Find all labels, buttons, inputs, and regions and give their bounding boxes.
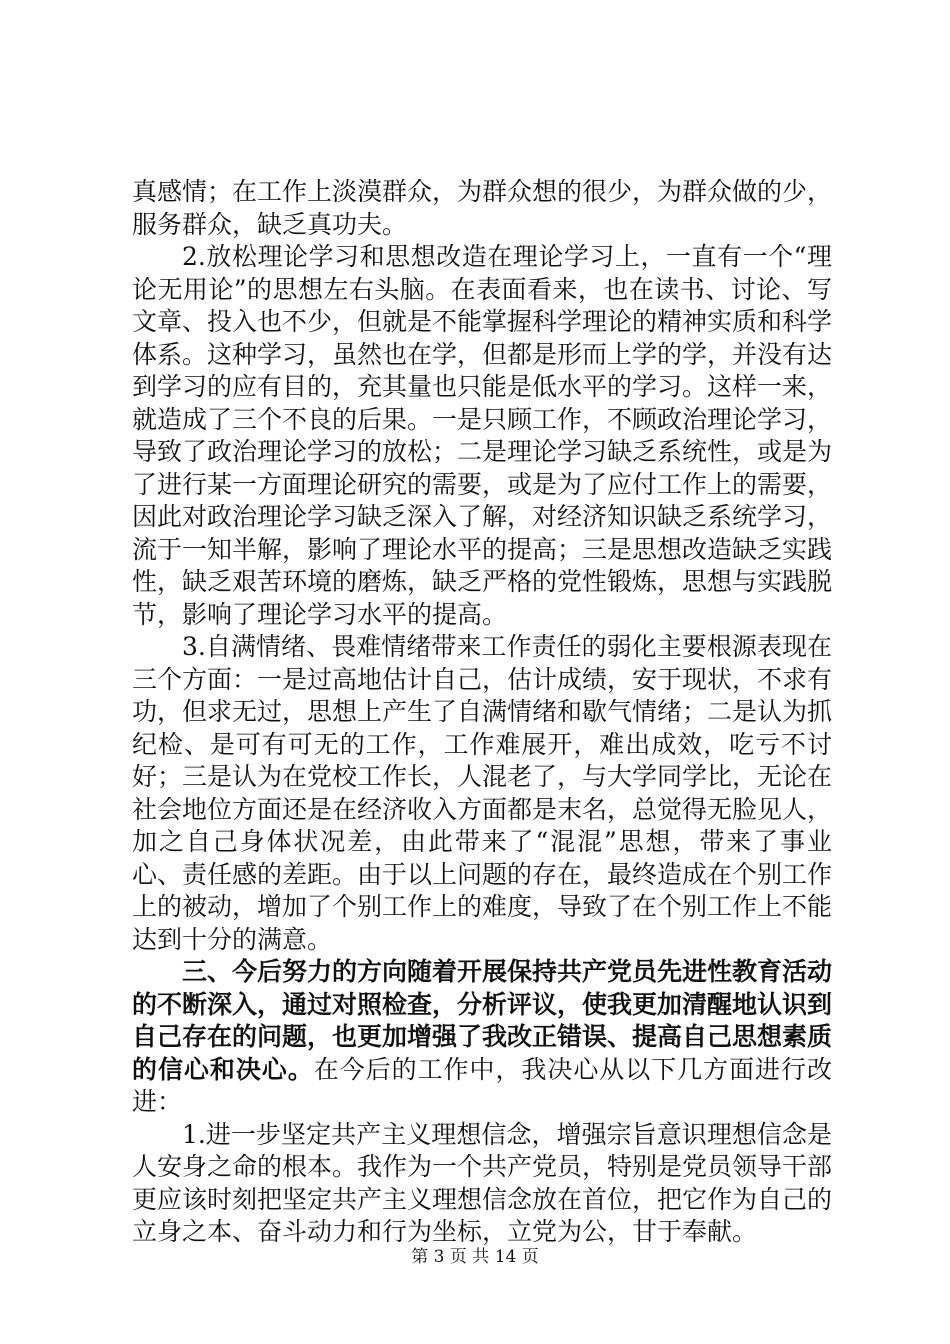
paragraph-item-1: 1.进一步坚定共产主义理想信念，增强宗旨意识理想信念是人安身之命的根本。我作为一个共产党员，特别是党员领导干部更应该时刻把坚定共产主义理想信念放在首位，把它作为自己的立身之本、奋斗动力和行为坐标，立党为公，甘于奉献。 bbox=[132, 1119, 833, 1246]
section-heading-normal: 在今后的工作中，我决心从以下几方面进行改进： bbox=[132, 1054, 832, 1116]
section-heading-bold: 三、今后努力的方向随着开展保持共产党员先进性教育活动的不断深入，通过对照检查，分析评议，使我更加清醒地认识到自己存在的问题，也更加增强了我改正错误、提高自己思想素质的信心和决心。 bbox=[132, 957, 833, 1084]
document-body bbox=[132, 176, 832, 1249]
paragraph-item-3: 3.自满情绪、畏难情绪带来工作责任的弱化主要根源表现在三个方面：一是过高地估计自己，估计成绩，安于现状，不求有功，但求无过，思想上产生了自满情绪和歇气情绪；二是认为抓纪检、是可有可无的工作，工作难展开，难出成效，吃亏不讨好；三是认为在党校工作长，人混老了，与大学同学比，无论在社会地位方面还是在经济收入方面都是末名，总觉得无脸见人，加之自己身体状况差，由此带来了“混混”思想，带来了事业心、责任感的差距。由于以上问题的存在，最终造成在个别工作上的被动，增加了个别工作上的难度，导致了在个别工作上不能达到十分的满意。 bbox=[132, 632, 833, 954]
paragraph-item-2: 2.放松理论学习和思想改造在理论学习上，一直有一个“理论无用论”的思想左右头脑。在表面看来，也在读书、讨论、写文章、投入也不少，但就是不能掌握科学理论的精神实质和科学体系。这种学习，虽然也在学，但都是形而上学的学，并没有达到学习的应有目的，充其量也只能是低水平的学习。这样一来，就造成了三个不良的后果。一是只顾工作，不顾政治理论学习，导致了政治理论学习的放松；二是理论学习缺乏系统性，或是为了进行某一方面理论研究的需要，或是为了应付工作上的需要，因此对政治理论学习缺乏深入了解，对经济知识缺乏系统学习，流于一知半解，影响了理论水平的提高；三是思想改造缺乏实践性，缺乏艰苦环境的磨炼，缺乏严格的党性锻炼，思想与实践脱节，影响了理论学习水平的提高。 bbox=[132, 242, 833, 629]
paragraph-continuation: 真感情；在工作上淡漠群众，为群众想的很少，为群众做的少，服务群众，缺乏真功夫。 bbox=[132, 177, 833, 239]
paragraph-section-3 bbox=[132, 956, 832, 1119]
page-footer: 第 3 页 共 14 页 bbox=[411, 1247, 539, 1267]
